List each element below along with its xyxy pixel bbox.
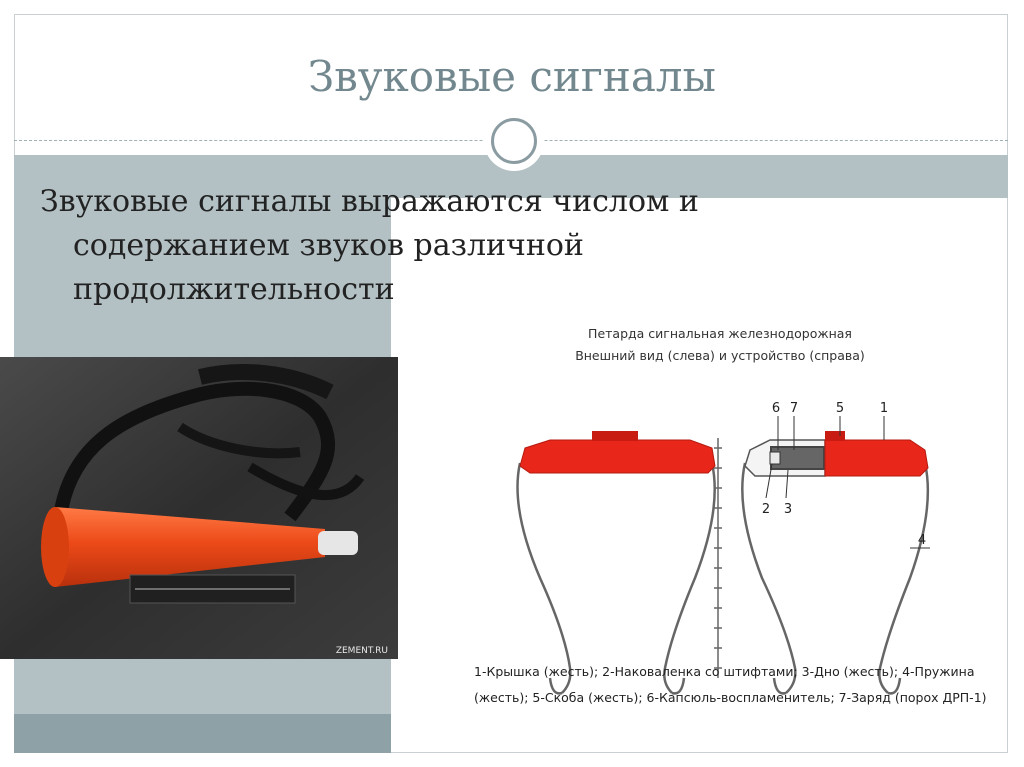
diagram-title-1: Петарда сигнальная железнодорожная (588, 326, 852, 341)
body-line-2: содержанием звуков различной (73, 228, 584, 263)
body-line-3: продолжительности (73, 272, 395, 307)
callout-3: 3 (783, 502, 793, 517)
ornament-inner-ring (491, 118, 537, 164)
diagram-title-2: Внешний вид (слева) и устройство (справа) (575, 348, 865, 363)
callout-5: 5 (835, 401, 845, 416)
petard-diagram (440, 318, 1000, 728)
signal-horn-image (0, 357, 398, 659)
petard-drawing (440, 378, 1000, 708)
slide-title: Звуковые сигналы (307, 52, 716, 101)
bottom-band (14, 714, 391, 753)
callout-4: 4 (917, 533, 927, 548)
photo-watermark: ZEMENT.RU (335, 646, 388, 656)
slide-body (40, 180, 820, 312)
divider-ornament-icon (484, 111, 544, 171)
callout-2: 2 (761, 502, 771, 517)
callout-6: 6 (771, 401, 781, 416)
callout-7: 7 (789, 401, 799, 416)
callout-1: 1 (879, 401, 889, 416)
body-line-1: Звуковые сигналы выражаются числом и (40, 184, 699, 219)
signal-horn-photo (0, 357, 398, 659)
diagram-legend-1: 1-Крышка (жесть); 2-Наковаленка со штифтами; 3-Дно (жесть); 4-Пружина (474, 664, 975, 679)
diagram-legend-2: (жесть); 5-Скоба (жесть); 6-Капсюль-воспламенитель; 7-Заряд (порох ДРП-1) (474, 690, 987, 705)
